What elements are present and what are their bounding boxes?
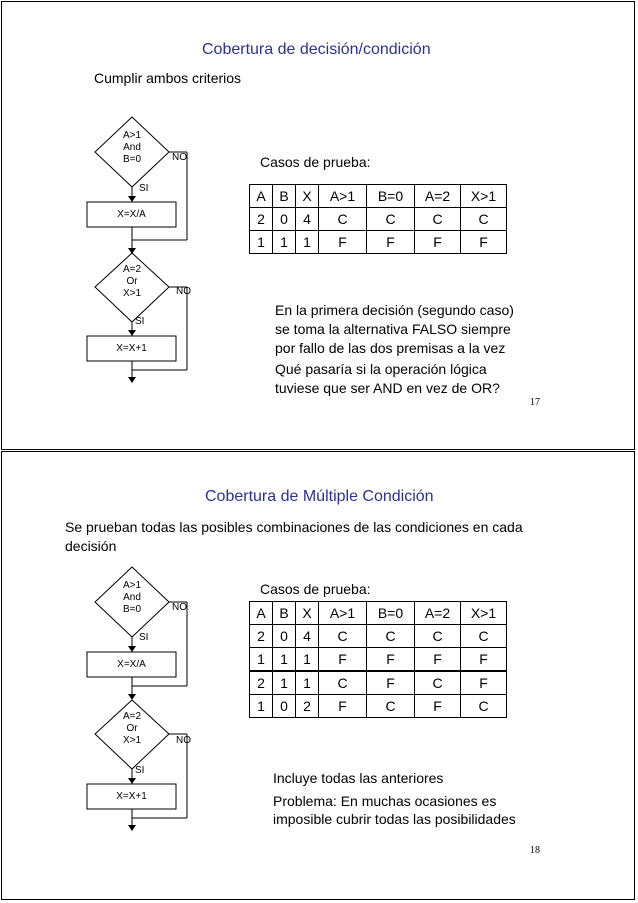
slide-title: Cobertura de decisión/condición bbox=[202, 41, 431, 58]
table-header-cell: A=2 bbox=[415, 185, 461, 208]
note-line: Problema: En muchas ocasiones es bbox=[273, 793, 497, 809]
test-cases-table bbox=[249, 184, 507, 254]
table-header-row bbox=[250, 185, 507, 208]
table-cell: F bbox=[319, 648, 367, 672]
table-cell: 1 bbox=[273, 231, 296, 254]
arrow-head bbox=[128, 196, 136, 202]
note-line: En la primera decisión (segundo caso) bbox=[275, 302, 514, 318]
table-cell: 1 bbox=[273, 648, 296, 672]
decision-2-line-1: A=2 bbox=[122, 264, 142, 275]
arrow-head bbox=[128, 825, 136, 831]
table-row bbox=[250, 231, 507, 254]
table-cell: C bbox=[461, 625, 507, 648]
table-header-cell: A=2 bbox=[415, 602, 461, 625]
table-cell: F bbox=[415, 695, 461, 718]
table-cell: 2 bbox=[250, 671, 273, 695]
decision-2-line-2: Or bbox=[126, 276, 138, 287]
table-row bbox=[250, 695, 507, 718]
table-cell: F bbox=[367, 648, 415, 672]
table-cell: C bbox=[367, 695, 415, 718]
table-cell: 0 bbox=[273, 208, 296, 231]
slide-subtitle-line: decisión bbox=[65, 538, 117, 554]
table-cell: C bbox=[319, 208, 367, 231]
table-cell: C bbox=[319, 671, 367, 695]
table-cell: F bbox=[319, 231, 367, 254]
yes-label: SI bbox=[135, 765, 145, 776]
arrow-head bbox=[128, 646, 136, 652]
table-header-cell: X>1 bbox=[461, 185, 507, 208]
decision-2-line-3: X>1 bbox=[122, 288, 142, 299]
table-cell: 4 bbox=[296, 208, 319, 231]
table-header-row bbox=[250, 602, 507, 625]
note-line: se toma la alternativa FALSO siempre bbox=[275, 321, 511, 337]
cases-label: Casos de prueba: bbox=[260, 154, 371, 170]
table-cell: 0 bbox=[273, 695, 296, 718]
table-cell: C bbox=[367, 208, 415, 231]
table-cell: 0 bbox=[273, 625, 296, 648]
table-header-cell: X>1 bbox=[461, 602, 507, 625]
decision-1-line-2: And bbox=[123, 142, 141, 153]
table-cell: C bbox=[415, 671, 461, 695]
page-number: 17 bbox=[530, 397, 540, 408]
slide-subtitle: Cumplir ambos criterios bbox=[94, 70, 242, 86]
yes-label: SI bbox=[139, 183, 149, 194]
table-cell: C bbox=[415, 625, 461, 648]
decision-1-line-2: And bbox=[123, 592, 141, 603]
table-header-cell: A>1 bbox=[319, 602, 367, 625]
decision-1-line-3: B=0 bbox=[122, 604, 142, 615]
table-cell: F bbox=[367, 671, 415, 695]
arrow-head bbox=[128, 330, 136, 336]
table-cell: F bbox=[415, 648, 461, 672]
no-label: NO bbox=[176, 735, 191, 746]
note-line: Incluye todas las anteriores bbox=[273, 770, 444, 786]
decision-2-line-2: Or bbox=[126, 723, 138, 734]
table-header-cell: A bbox=[250, 602, 273, 625]
table-cell: 1 bbox=[296, 231, 319, 254]
table-header-cell: B=0 bbox=[367, 185, 415, 208]
table-cell: C bbox=[461, 695, 507, 718]
table-cell: 2 bbox=[250, 208, 273, 231]
table-cell: 1 bbox=[250, 231, 273, 254]
slide-18 bbox=[1, 451, 635, 900]
table-row bbox=[250, 208, 507, 231]
table-cell: F bbox=[461, 231, 507, 254]
table-row bbox=[250, 648, 507, 672]
table-cell: 1 bbox=[296, 671, 319, 695]
note-line: tuviese que ser AND en vez de OR? bbox=[275, 380, 500, 396]
process-1-label: X=X/A bbox=[117, 659, 146, 670]
table-cell: F bbox=[415, 231, 461, 254]
decision-1-line-1: A>1 bbox=[122, 130, 142, 141]
table-header-cell: B bbox=[273, 602, 296, 625]
note-line: por fallo de las dos premisas a la vez bbox=[275, 340, 506, 356]
arrow-head bbox=[128, 694, 136, 700]
arrow-head bbox=[128, 778, 136, 784]
table-cell: 1 bbox=[296, 648, 319, 672]
note-line: Qué pasaría si la operación lógica bbox=[275, 361, 487, 377]
table-cell: F bbox=[461, 648, 507, 672]
table-cell: 2 bbox=[250, 625, 273, 648]
table-header-cell: A bbox=[250, 185, 273, 208]
process-2-label: X=X+1 bbox=[116, 791, 147, 802]
table-header-cell: A>1 bbox=[319, 185, 367, 208]
table-header-cell: X bbox=[296, 185, 319, 208]
table-cell: C bbox=[415, 208, 461, 231]
table-cell: C bbox=[367, 625, 415, 648]
page-number: 18 bbox=[530, 845, 540, 856]
no-label: NO bbox=[172, 152, 187, 163]
note-line: imposible cubrir todas las posibilidades bbox=[273, 811, 516, 827]
decision-1-line-1: A>1 bbox=[122, 580, 142, 591]
slide-title: Cobertura de Múltiple Condición bbox=[205, 488, 434, 505]
process-1-label: X=X/A bbox=[117, 209, 146, 220]
process-2-label: X=X+1 bbox=[116, 343, 147, 354]
table-header-cell: B bbox=[273, 185, 296, 208]
arrow-head bbox=[128, 377, 136, 383]
table-cell: C bbox=[461, 208, 507, 231]
yes-label: SI bbox=[139, 632, 149, 643]
slide-17 bbox=[1, 1, 635, 450]
table-cell: 1 bbox=[250, 648, 273, 672]
table-cell: 1 bbox=[250, 695, 273, 718]
table-row bbox=[250, 671, 507, 695]
decision-2-line-1: A=2 bbox=[122, 711, 142, 722]
decision-2-line-3: X>1 bbox=[122, 735, 142, 746]
table-header-cell: X bbox=[296, 602, 319, 625]
table-cell: F bbox=[367, 231, 415, 254]
slide-subtitle-line: Se prueban todas las posibles combinaciones de las condiciones en cada bbox=[65, 519, 523, 535]
table-cell: 1 bbox=[273, 671, 296, 695]
cases-label: Casos de prueba: bbox=[260, 581, 371, 597]
table-header-cell: B=0 bbox=[367, 602, 415, 625]
table-cell: 4 bbox=[296, 625, 319, 648]
table-cell: F bbox=[319, 695, 367, 718]
table-row bbox=[250, 625, 507, 648]
yes-label: SI bbox=[135, 316, 145, 327]
table-cell: 2 bbox=[296, 695, 319, 718]
no-label: NO bbox=[176, 286, 191, 297]
table-cell: C bbox=[319, 625, 367, 648]
table-cell: F bbox=[461, 671, 507, 695]
test-cases-table bbox=[249, 601, 507, 718]
no-label: NO bbox=[172, 602, 187, 613]
decision-1-line-3: B=0 bbox=[122, 154, 142, 165]
